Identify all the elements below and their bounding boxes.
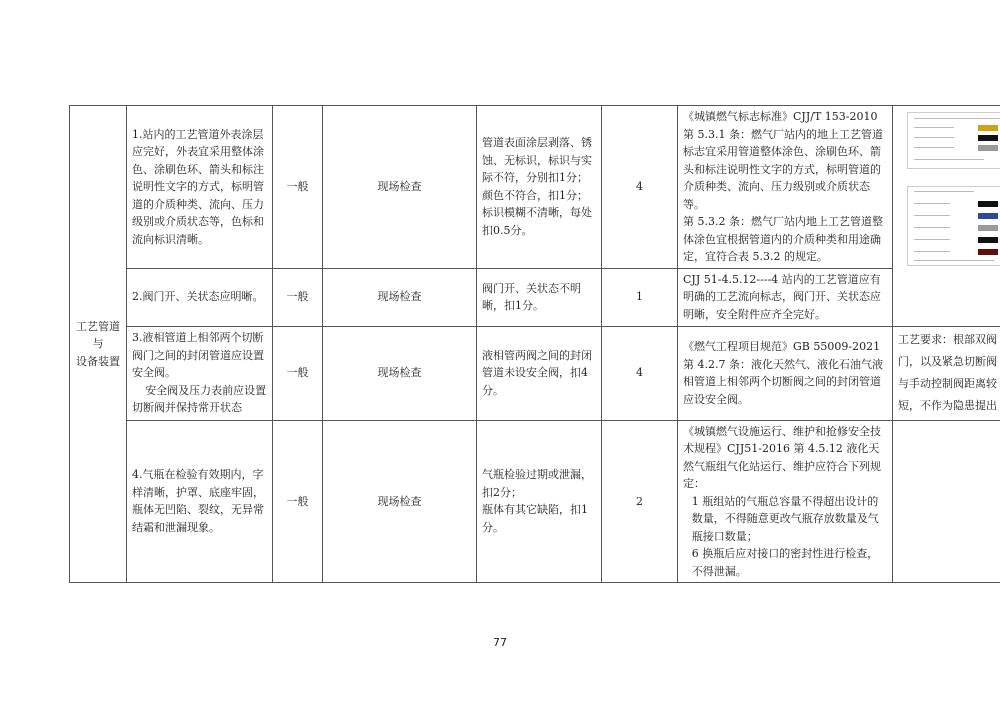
- item-points: 4: [602, 106, 678, 269]
- content-part: 安全阀及压力表前应设置切断阀并保持常开状态: [132, 383, 267, 415]
- table-row: [70, 268, 1000, 326]
- scoring-line: 瓶体有其它缺陷，扣1分。: [482, 503, 588, 534]
- item-remark: 工艺要求：根部双阀门，以及紧急切断阀与手动控制阀距离较短，不作为隐患提出: [893, 326, 1000, 420]
- item-method: 现场检查: [323, 106, 477, 269]
- scoring-line: 气瓶检验过期或泄漏，扣2分；: [482, 468, 592, 499]
- item-method: 现场检查: [323, 326, 477, 420]
- category-line3: 设备装置: [76, 354, 120, 368]
- item-standard: [678, 420, 893, 583]
- item-points: 4: [602, 326, 678, 420]
- item-points: 2: [602, 420, 678, 583]
- item-level: 一般: [273, 326, 323, 420]
- standard-line: 《城镇燃气标志标准》CJJ/T 153-2010 第 5.3.1 条：燃气厂站内的地上工艺管道标志宜采用管道整体涂色、涂刷色环、箭头和标注说明性文字的方式，标明管道的介质种类、流向、压力级别或介质状态等。: [683, 110, 883, 211]
- item-standard: 《燃气工程项目规范》GB 55009-2021 第 4.2.7 条：液化天然气、液化石油气液相管道上相邻两个切断阀之间的封闭管道应设安全阀。: [678, 326, 893, 420]
- item-level: 一般: [273, 420, 323, 583]
- remark-thumbnail-cell: [893, 106, 1000, 327]
- thumbnail-text-line: [914, 239, 950, 240]
- black-swatch: [978, 201, 998, 207]
- thumbnail-text-line: [914, 118, 1000, 119]
- blue-swatch: [978, 213, 998, 219]
- item-method: 现场检查: [323, 420, 477, 583]
- item-scoring: 阀门开、关状态不明晰，扣1分。: [477, 268, 602, 326]
- standard-item: 6 换瓶后应对接口的密封性进行检查，不得泄漏。: [691, 547, 879, 578]
- scoring-line: 管道表面涂层剥落、锈蚀、无标识，标识与实际不符，分别扣1分；: [482, 136, 592, 185]
- category-line2: 与: [92, 337, 104, 351]
- item-content: [127, 326, 273, 420]
- category-line1: 工艺管道: [76, 319, 120, 333]
- scoring-line: 颜色不符合，扣1分；: [482, 188, 588, 202]
- color-table-thumbnails: [893, 106, 1000, 264]
- inspection-table: [69, 105, 1000, 583]
- thumbnail-text-line: [914, 147, 954, 148]
- thumbnail-text-line: [914, 227, 950, 228]
- content-part: 3.液相管道上相邻两个切断阀门之间的封闭管道应设置安全阀。: [132, 331, 264, 380]
- item-scoring: [477, 106, 602, 269]
- gray-swatch: [978, 225, 998, 231]
- black-swatch: [978, 237, 998, 243]
- table-row: [70, 326, 1000, 420]
- item-content: 4.气瓶在检验有效期内，字样清晰，护罩、底座牢固，瓶体无凹陷、裂纹，无异常结霜和泄漏现象。: [127, 420, 273, 583]
- standard-item: 1 瓶组站的气瓶总容量不得超出设计的数量，不得随意更改气瓶存放数量及气瓶接口数量；: [691, 494, 879, 543]
- thumbnail-text-line: [914, 159, 984, 160]
- item-content: 2.阀门开、关状态应明晰。: [127, 268, 273, 326]
- item-method: 现场检查: [323, 268, 477, 326]
- item-remark: [893, 420, 1000, 583]
- color-table-thumbnail-2: [907, 186, 1000, 266]
- thumbnail-text-line: [914, 203, 950, 204]
- scoring-line: 标识模糊不清晰，每处扣0.5分。: [482, 206, 592, 237]
- darkred-swatch: [978, 249, 998, 255]
- page-number: 77: [493, 636, 507, 649]
- item-points: 1: [602, 268, 678, 326]
- item-level: 一般: [273, 106, 323, 269]
- gray-swatch: [978, 145, 998, 151]
- item-scoring: 液相管两阀之间的封闭管道未设安全阀，扣4分。: [477, 326, 602, 420]
- table-row: [70, 420, 1000, 583]
- category-cell: [70, 106, 127, 583]
- standard-intro: 《城镇燃气设施运行、维护和抢修安全技术规程》CJJ51-2016 第 4.5.12 液化天然气瓶组气化站运行、维护应符合下列规定：: [683, 424, 881, 490]
- item-content: 1.站内的工艺管道外表涂层应完好，外表宜采用整体涂色、涂刷色环、箭头和标注说明性文字的方式，标明管道的介质种类、流向、压力级别或介质状态等，色标和流向标识清晰。: [127, 106, 273, 269]
- color-table-thumbnail-1: [907, 112, 1000, 169]
- item-scoring: [477, 420, 602, 583]
- thumbnail-text-line: [914, 251, 950, 252]
- item-standard: CJJ 51-4.5.12----4 站内的工艺管道应有明确的工艺流向标志，阀门开、关状态应明晰，安全附件应齐全完好。: [678, 268, 893, 326]
- item-level: 一般: [273, 268, 323, 326]
- standard-line: 第 5.3.2 条：燃气厂站内地上工艺管道整体涂色宜根据管道内的介质种类和用途确定，宜符合表 5.3.2 的规定。: [683, 215, 883, 263]
- thumbnail-text-line: [914, 260, 994, 261]
- thumbnail-text-line: [914, 127, 954, 128]
- black-swatch: [978, 135, 998, 141]
- thumbnail-text-line: [914, 215, 950, 216]
- yellow-swatch: [978, 125, 998, 131]
- thumbnail-text-line: [914, 191, 974, 192]
- item-standard: [678, 106, 893, 269]
- thumbnail-text-line: [914, 137, 954, 138]
- table-row: [70, 106, 1000, 269]
